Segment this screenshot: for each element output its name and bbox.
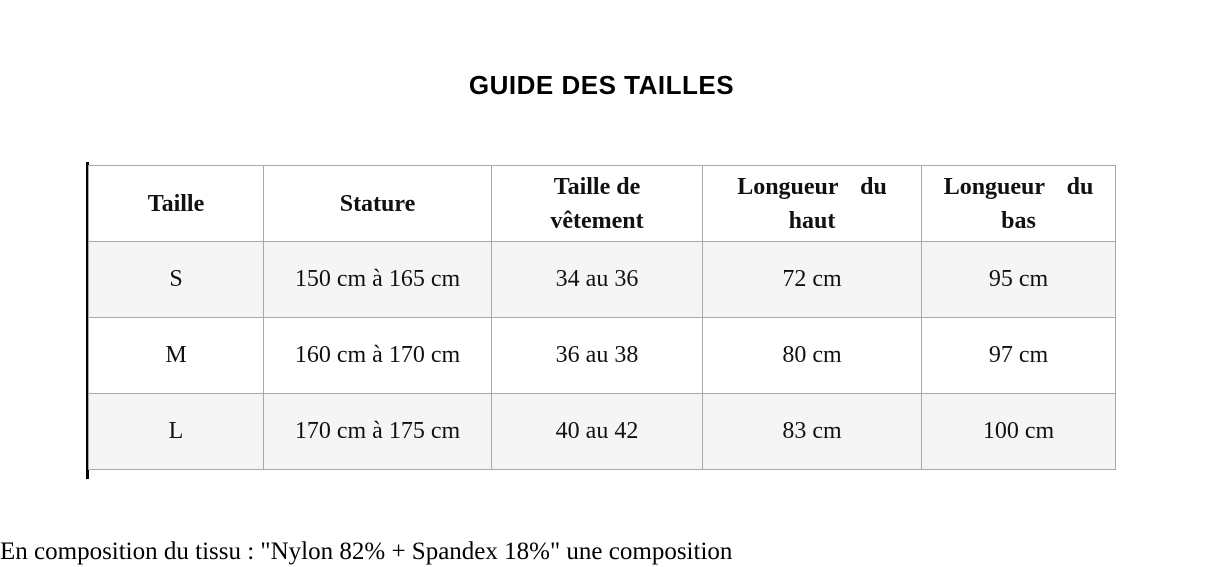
column-header-taille [89, 166, 264, 242]
cell-stature: 160 cm à 170 cm [264, 318, 492, 394]
cell-stature: 170 cm à 175 cm [264, 394, 492, 470]
column-header-label: Longueur du [737, 173, 887, 200]
cell-stature: 150 cm à 165 cm [264, 242, 492, 318]
cell-longueur-haut: 80 cm [703, 318, 922, 394]
cell-taille-vetement: 40 au 42 [492, 394, 703, 470]
column-header-taille-vetement [492, 166, 703, 242]
cell-taille-vetement: 36 au 38 [492, 318, 703, 394]
table-row-size-s [89, 242, 1116, 318]
column-header-label: Stature [339, 190, 416, 217]
cell-longueur-bas: 95 cm [922, 242, 1116, 318]
cell-taille: S [89, 242, 264, 318]
column-header-stature [264, 166, 492, 242]
column-header-label: bas [1001, 207, 1036, 234]
table-row-size-l [89, 394, 1116, 470]
column-header-label: Taille [147, 190, 205, 217]
page-title: GUIDE DES TAILLES [468, 70, 735, 100]
cell-taille: M [89, 318, 264, 394]
table-header-row [89, 166, 1116, 242]
column-header-label: Taille de [553, 173, 641, 200]
column-header-label: haut [788, 207, 836, 234]
size-guide-table [88, 165, 1116, 470]
cell-taille-vetement: 34 au 36 [492, 242, 703, 318]
table-row-size-m [89, 318, 1116, 394]
cell-taille: L [89, 394, 264, 470]
cell-longueur-haut: 72 cm [703, 242, 922, 318]
column-header-longueur-bas [922, 166, 1116, 242]
cell-longueur-haut: 83 cm [703, 394, 922, 470]
column-header-label: vêtement [550, 207, 644, 234]
column-header-longueur-haut [703, 166, 922, 242]
clipped-paragraph: En composition du tissu : "Nylon 82% + Spandex 18%" une composition [0, 538, 733, 565]
column-header-label: Longueur du [943, 173, 1094, 200]
cell-longueur-bas: 100 cm [922, 394, 1116, 470]
cell-longueur-bas: 97 cm [922, 318, 1116, 394]
